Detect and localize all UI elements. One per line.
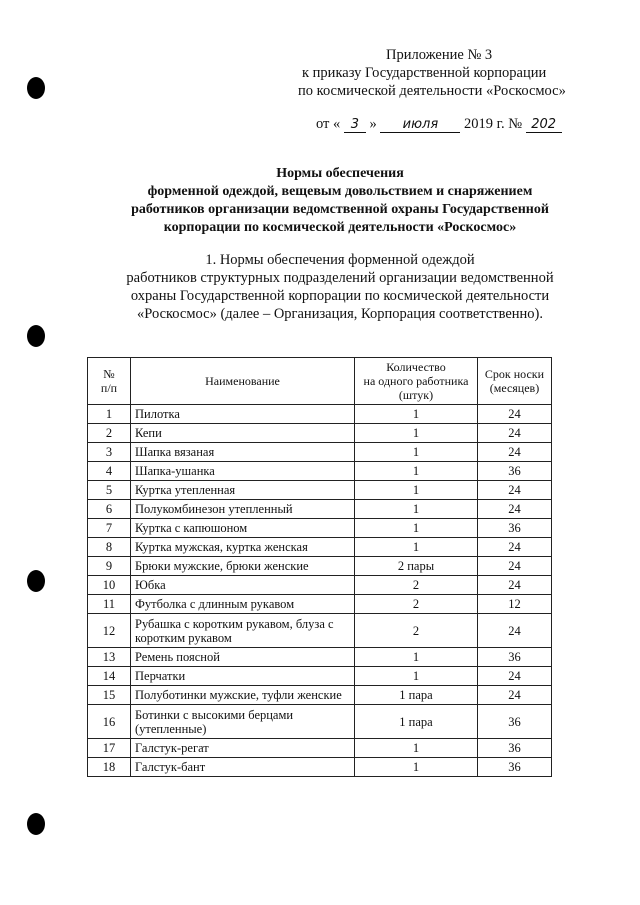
section-line: работников структурных подразделений организации ведомственной [126, 270, 554, 286]
cell-term: 24 [478, 686, 552, 705]
cell-name: Шапка вязаная [131, 443, 355, 462]
cell-term: 36 [478, 705, 552, 739]
table-row [88, 557, 552, 576]
cell-qty: 1 [355, 462, 478, 481]
table-header-row [88, 358, 552, 405]
cell-qty: 1 [355, 481, 478, 500]
cell-qty: 2 [355, 576, 478, 595]
cell-name: Куртка мужская, куртка женская [131, 538, 355, 557]
cell-qty: 1 [355, 500, 478, 519]
cell-num: 13 [88, 648, 131, 667]
cell-name: Перчатки [131, 667, 355, 686]
table-row [88, 595, 552, 614]
cell-qty: 1 [355, 538, 478, 557]
cell-name: Полуботинки мужские, туфли женские [131, 686, 355, 705]
header-term [478, 358, 552, 405]
header-qty-line: (штук) [398, 388, 434, 402]
table-row [88, 576, 552, 595]
cell-num: 18 [88, 758, 131, 777]
title-line: работников организации ведомственной охраны Государственной [131, 202, 549, 217]
cell-term: 24 [478, 443, 552, 462]
cell-name: Полукомбинезон утепленный [131, 500, 355, 519]
header-num-line: № [103, 367, 115, 381]
cell-num: 10 [88, 576, 131, 595]
table-row [88, 739, 552, 758]
table-row [88, 443, 552, 462]
cell-name: Ботинки с высокими берцами (утепленные) [131, 705, 355, 739]
table-row [88, 405, 552, 424]
header-qty [355, 358, 478, 405]
punch-hole [27, 813, 45, 835]
cell-term: 24 [478, 557, 552, 576]
cell-term: 36 [478, 758, 552, 777]
cell-num: 3 [88, 443, 131, 462]
cell-qty: 2 [355, 595, 478, 614]
cell-term: 36 [478, 648, 552, 667]
cell-term: 24 [478, 500, 552, 519]
cell-num: 15 [88, 686, 131, 705]
cell-term: 24 [478, 614, 552, 648]
table-row [88, 500, 552, 519]
header-num [88, 358, 131, 405]
cell-num: 7 [88, 519, 131, 538]
cell-num: 17 [88, 739, 131, 758]
cell-name: Кепи [131, 424, 355, 443]
cell-name: Галстук-регат [131, 739, 355, 758]
cell-num: 1 [88, 405, 131, 424]
cell-qty: 1 [355, 405, 478, 424]
table-row [88, 705, 552, 739]
cell-num: 12 [88, 614, 131, 648]
cell-num: 6 [88, 500, 131, 519]
cell-qty: 1 [355, 443, 478, 462]
table-row [88, 614, 552, 648]
cell-term: 24 [478, 667, 552, 686]
appendix-line-3: по космической деятельности «Роскосмос» [298, 83, 566, 99]
cell-qty: 1 [355, 739, 478, 758]
table-row [88, 686, 552, 705]
header-num-line: п/п [100, 381, 118, 395]
table-row [88, 667, 552, 686]
cell-num: 11 [88, 595, 131, 614]
table-row [88, 462, 552, 481]
date-mid: » [369, 116, 377, 132]
cell-num: 8 [88, 538, 131, 557]
cell-name: Футболка с длинным рукавом [131, 595, 355, 614]
header-term-line: Срок носки [484, 367, 545, 381]
cell-qty: 1 [355, 424, 478, 443]
title-line: форменной одеждой, вещевым довольствием и снаряжением [147, 184, 533, 199]
date-month: июля [380, 118, 460, 133]
table-row [88, 538, 552, 557]
cell-term: 24 [478, 538, 552, 557]
appendix-title: Приложение № 3 [386, 47, 493, 63]
cell-term: 36 [478, 739, 552, 758]
cell-qty: 1 [355, 758, 478, 777]
cell-name: Галстук-бант [131, 758, 355, 777]
cell-name: Шапка-ушанка [131, 462, 355, 481]
cell-name: Юбка [131, 576, 355, 595]
table-row [88, 758, 552, 777]
header-qty-line: Количество [386, 360, 446, 374]
cell-term: 24 [478, 424, 552, 443]
cell-qty: 1 пара [355, 686, 478, 705]
cell-qty: 1 [355, 519, 478, 538]
date-year: 2019 г. № [464, 116, 523, 132]
norms-table [87, 357, 552, 777]
appendix-header [250, 46, 610, 100]
cell-term: 36 [478, 462, 552, 481]
title-line: корпорации по космической деятельности «Роскосмос» [163, 220, 517, 235]
document-title [100, 165, 580, 237]
cell-name: Рубашка с коротким рукавом, блуза с коротким рукавом [131, 614, 355, 648]
section-line: «Роскосмос» (далее – Организация, Корпорация соответственно). [137, 306, 543, 322]
cell-num: 16 [88, 705, 131, 739]
table-body [88, 405, 552, 777]
punch-hole [27, 325, 45, 347]
punch-hole [27, 570, 45, 592]
cell-term: 12 [478, 595, 552, 614]
cell-num: 2 [88, 424, 131, 443]
cell-qty: 1 пара [355, 705, 478, 739]
table-row [88, 648, 552, 667]
order-number: 202 [526, 118, 562, 133]
cell-qty: 2 [355, 614, 478, 648]
cell-term: 24 [478, 481, 552, 500]
cell-num: 4 [88, 462, 131, 481]
punch-hole [27, 77, 45, 99]
cell-name: Брюки мужские, брюки женские [131, 557, 355, 576]
table-row [88, 481, 552, 500]
section-line: охраны Государственной корпорации по космической деятельности [130, 288, 550, 304]
cell-qty: 1 [355, 667, 478, 686]
cell-name: Пилотка [131, 405, 355, 424]
date-prefix: от « [316, 116, 341, 132]
date-day: 3 [344, 118, 366, 133]
cell-name: Ремень поясной [131, 648, 355, 667]
header-name: Наименование [131, 358, 355, 405]
cell-term: 24 [478, 405, 552, 424]
cell-qty: 2 пары [355, 557, 478, 576]
cell-term: 24 [478, 576, 552, 595]
cell-num: 5 [88, 481, 131, 500]
cell-name: Куртка утепленная [131, 481, 355, 500]
cell-num: 14 [88, 667, 131, 686]
cell-name: Куртка с капюшоном [131, 519, 355, 538]
header-term-line: (месяцев) [489, 381, 540, 395]
section-heading [100, 251, 580, 323]
header-qty-line: на одного работника [363, 374, 469, 388]
order-date-line [316, 116, 562, 133]
cell-num: 9 [88, 557, 131, 576]
cell-term: 36 [478, 519, 552, 538]
section-line: 1. Нормы обеспечения форменной одеждой [205, 252, 475, 268]
table-row [88, 424, 552, 443]
appendix-line-2: к приказу Государственной корпорации [302, 65, 547, 81]
cell-qty: 1 [355, 648, 478, 667]
title-line: Нормы обеспечения [276, 166, 404, 181]
table-row [88, 519, 552, 538]
